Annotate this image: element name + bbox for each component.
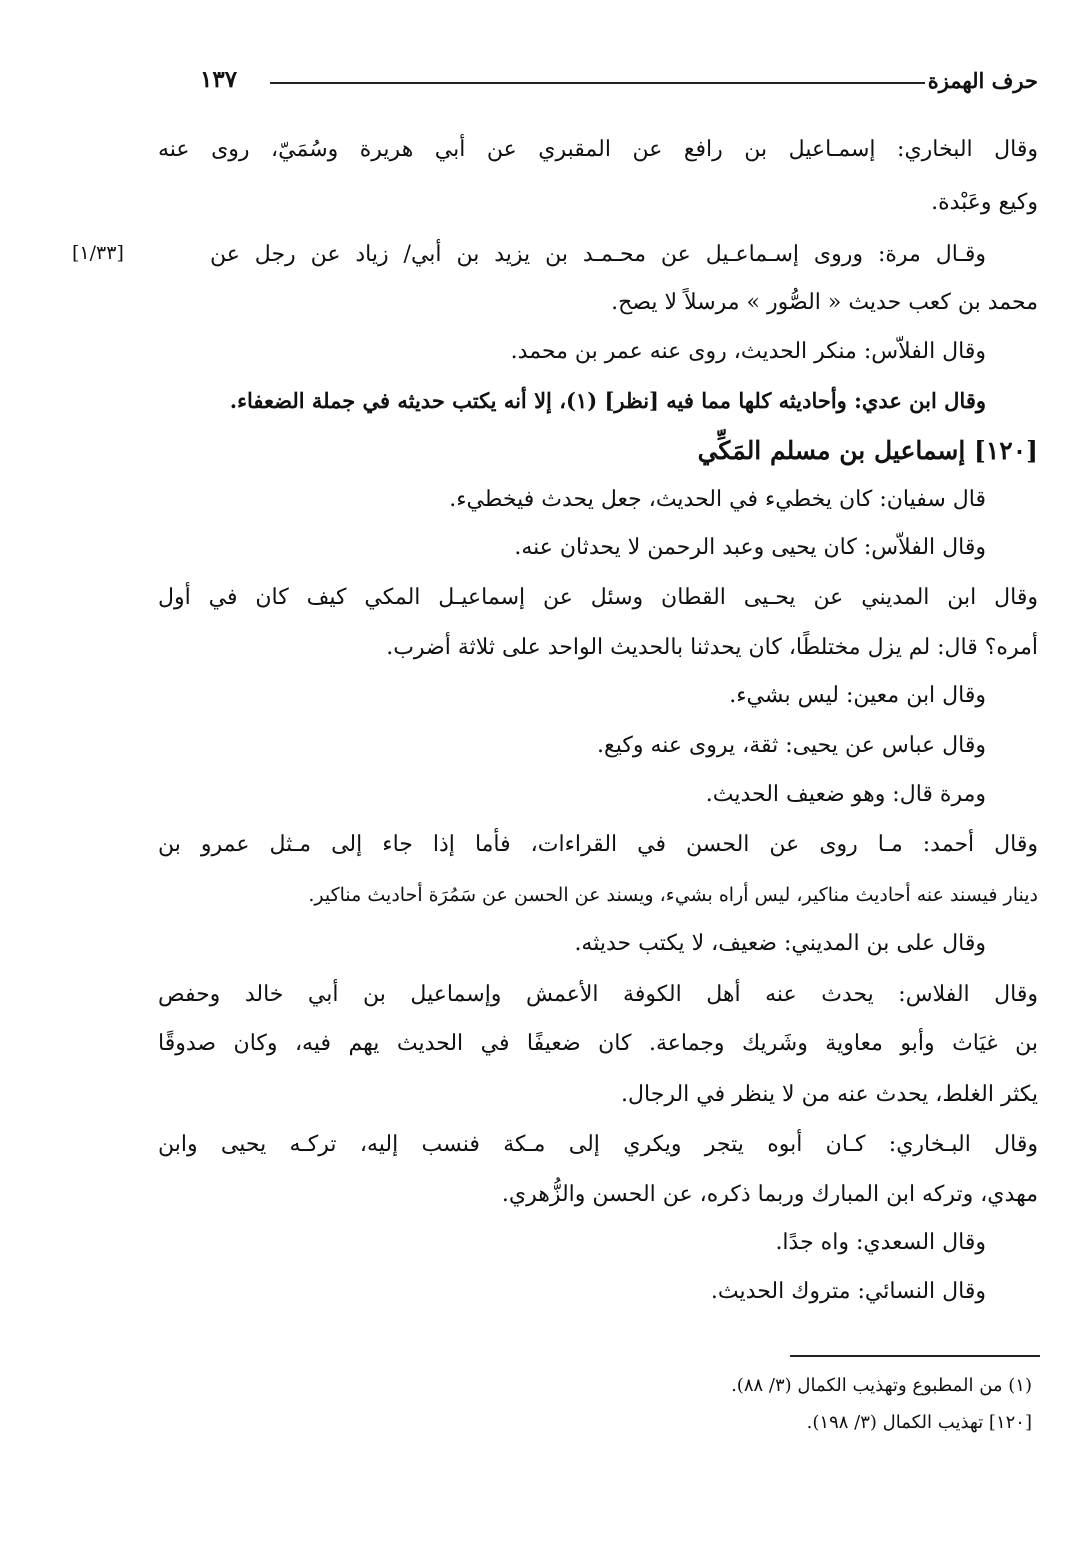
footnote: (١) من المطبوع وتهذيب الكمال (٣/ ٨٨). <box>731 1375 1032 1396</box>
text-line: وقال البـخاري: كـان أبوه يتجر ويكري إلى مـكة فنسب إليه، تركـه يحيى وابن <box>158 1132 1038 1157</box>
text-line: وقال أحمد: مـا روى عن الحسن في القراءات، فأما إذا جاء إلى مـثل عمرو بن <box>158 832 1038 857</box>
text-line: وقال ابن المديني عن يحـيى القطان وسئل عن إسماعيـل المكي كيف كان في أول <box>158 585 1038 610</box>
text-line: دينار فيسند عنه أحاديث مناكير، ليس أراه بشيء، ويسند عن الحسن عن سَمُرَة أحاديث مناكير. <box>308 884 1038 906</box>
header-rule <box>270 82 925 84</box>
text-line: محمد بن كعب حديث « الصُّور » مرسلاً لا يصح. <box>611 290 1038 315</box>
text-line: وقال النسائي: متروك الحديث. <box>710 1279 986 1304</box>
text-line: وقال الفلاس: يحدث عنه أهل الكوفة الأعمش وإسماعيل بن أبي خالد وحفص <box>158 982 1038 1007</box>
text-line: مهدي، وتركه ابن المبارك وربما ذكره، عن الحسن والزُّهري. <box>501 1182 1038 1207</box>
text-line: قال سفيان: كان يخطيء في الحديث، جعل يحدث فيخطيء. <box>449 487 986 512</box>
text-line: وقال على بن المديني: ضعيف، لا يكتب حديثه. <box>574 931 986 956</box>
footnote: [١٢٠] تهذيب الكمال (٣/ ١٩٨). <box>806 1412 1032 1433</box>
entry-heading: [١٢٠] إسماعيل بن مسلم المَكِّي <box>697 436 1038 465</box>
text-line: يكثر الغلط، يحدث عنه من لا ينظر في الرجال. <box>621 1082 1038 1107</box>
text-line: ومرة قال: وهو ضعيف الحديث. <box>705 782 986 807</box>
text-line: وقال الفلاّس: منكر الحديث، روى عنه عمر بن محمد. <box>510 339 986 364</box>
chapter-header: حرف الهمزة <box>927 68 1038 93</box>
text-line: وقال البخاري: إسمـاعيل بن رافع عن المقبري عن أبي هريرة وسُمَيّ، روى عنه <box>158 137 1038 162</box>
margin-reference: [١/٣٣] <box>72 242 124 264</box>
footnote-rule <box>790 1355 1040 1357</box>
text-line: وقال الفلاّس: كان يحيى وعبد الرحمن لا يحدثان عنه. <box>514 535 986 560</box>
text-line: بن غيَاث وأبو معاوية وشَريك وجماعة. كان ضعيفًا في الحديث يهم فيه، وكان صدوقًا <box>158 1031 1038 1056</box>
text-line: وقال عباس عن يحيى: ثقة، يروى عنه وكيع. <box>597 733 986 758</box>
text-line: أمره؟ قال: لم يزل مختلطًا، كان يحدثنا بالحديث الواحد على ثلاثة أضرب. <box>386 635 1038 660</box>
text-line: وقـال مرة: وروى إسـماعـيل عن محـمـد بن يزيد بن أبي/ زياد عن رجل عن <box>210 242 986 267</box>
page-number: ١٣٧ <box>200 66 238 93</box>
text-line: وقال ابن معين: ليس بشيء. <box>729 683 986 708</box>
text-line: وقال السعدي: واه جدًا. <box>775 1230 986 1255</box>
text-line: وقال ابن عدي: وأحاديثه كلها مما فيه [نظر] (١)، إلا أنه يكتب حديثه في جملة الضعفاء. <box>229 388 986 413</box>
text-line: وكيع وعَبْدة. <box>931 190 1038 215</box>
